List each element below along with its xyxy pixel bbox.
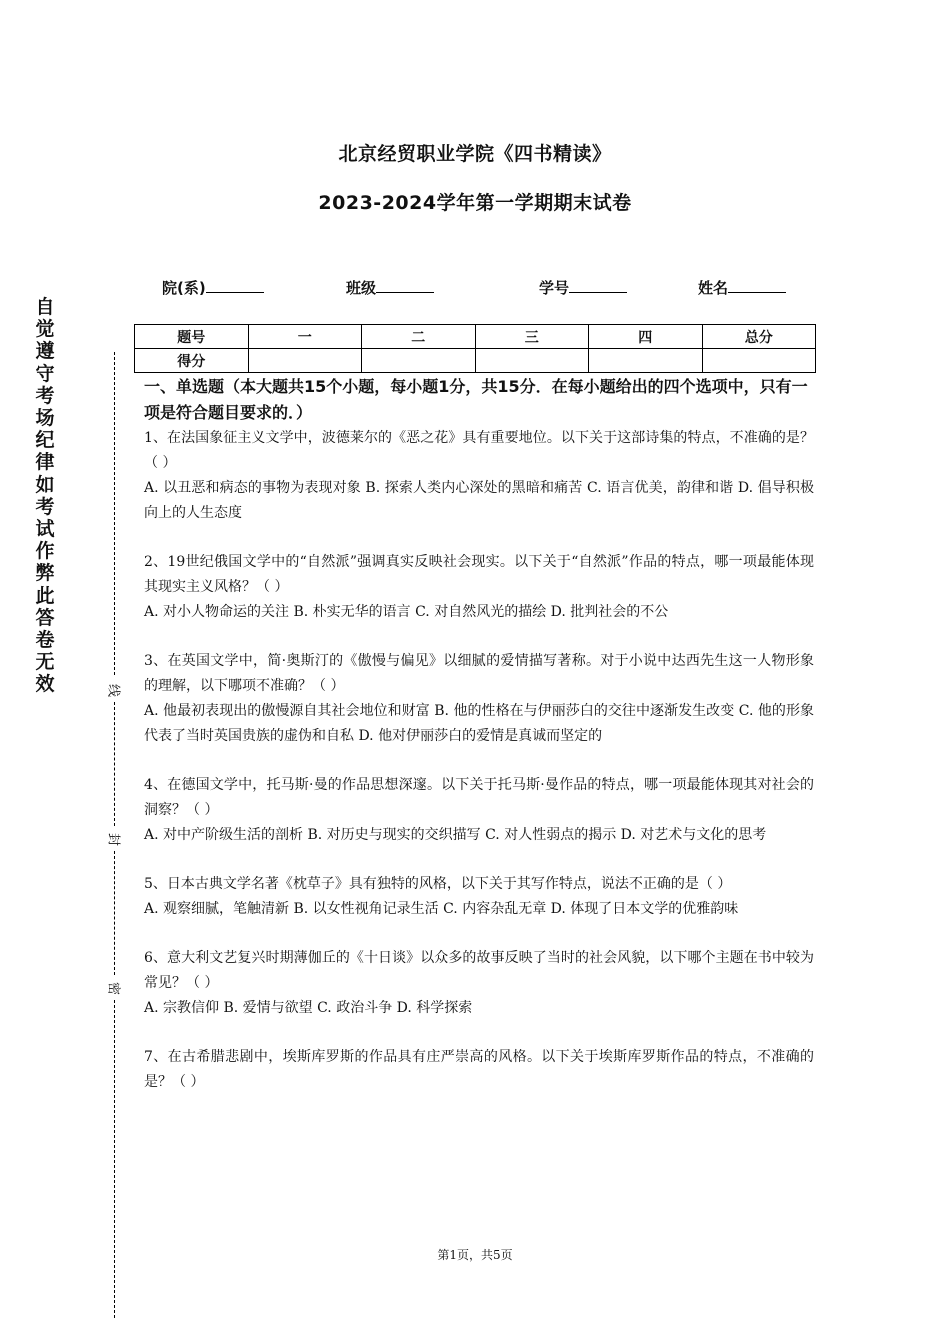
score-cell-1[interactable]	[248, 349, 362, 373]
seal-seal-char: 封	[105, 832, 121, 846]
score-col-3: 三	[475, 325, 589, 349]
page-number: 第1页，共5页	[437, 1248, 513, 1262]
notice-char: 觉	[35, 318, 55, 341]
section-heading: 一、单选题（本大题共15个小题，每小题1分，共15分．在每小题给出的四个选项中，只有一项是符合题目要求的．）	[144, 377, 808, 422]
question-stem: 4、在德国文学中，托马斯·曼的作品思想深邃。以下关于托马斯·曼作品的特点，哪一项最能体现其对社会的洞察？（ ）	[144, 777, 814, 818]
notice-char: 弊	[35, 562, 55, 585]
question-stem: 1、在法国象征主义文学中，波德莱尔的《恶之花》具有重要地位。以下关于这部诗集的特点，不准确的是？（ ）	[144, 430, 814, 471]
score-col-total: 总分	[702, 325, 816, 349]
notice-char: 自	[35, 296, 55, 318]
score-cell-2[interactable]	[362, 349, 476, 373]
question-options[interactable]: A. 对小人物命运的关注 B. 朴实无华的语言 C. 对自然风光的描绘 D. 批判社会的不公	[144, 604, 669, 620]
name-label: 姓名	[698, 279, 729, 297]
exam-title-line2: 2023-2024学年第一学期期末试卷	[318, 192, 632, 214]
score-col-2: 二	[362, 325, 476, 349]
notice-char: 如	[35, 473, 55, 496]
question-options[interactable]: A. 他最初表现出的傲慢源自其社会地位和财富 B. 他的性格在与伊丽莎白的交往中逐渐发生改变 C. 他的形象代表了当时英国贵族的虚伪和自私 D. 他对伊丽莎白的爱情是真诚而坚定的	[144, 703, 814, 744]
question-stem: 3、在英国文学中，简·奥斯汀的《傲慢与偏见》以细腻的爱情描写著称。对于小说中达西先生这一人物形象的理解，以下哪项不准确？（ ）	[144, 653, 814, 694]
question-options[interactable]: A. 宗教信仰 B. 爱情与欲望 C. 政治斗争 D. 科学探索	[144, 1000, 473, 1016]
seal-dashed-line	[114, 851, 115, 975]
seal-dashed-line	[114, 702, 115, 826]
student-info-row	[0, 276, 950, 300]
exam-discipline-notice	[34, 296, 56, 696]
score-cell-4[interactable]	[589, 349, 703, 373]
notice-char: 卷	[35, 629, 55, 652]
score-cell-total[interactable]	[702, 349, 816, 373]
class-label: 班级	[346, 279, 377, 297]
notice-char: 场	[35, 407, 55, 430]
dept-blank[interactable]	[206, 276, 264, 293]
score-header-row	[135, 325, 816, 349]
question-options[interactable]: A. 以丑恶和病态的事物为表现对象 B. 探索人类内心深处的黑暗和痛苦 C. 语言优美，韵律和谐 D. 倡导积极向上的人生态度	[144, 480, 814, 521]
seal-dense-char: 密	[105, 981, 121, 995]
notice-char: 试	[35, 518, 55, 541]
question-options[interactable]: A. 观察细腻，笔触清新 B. 以女性视角记录生活 C. 内容杂乱无章 D. 体现了日本文学的优雅韵味	[144, 901, 739, 917]
seal-dashed-line	[114, 1000, 115, 1318]
name-field[interactable]	[698, 276, 786, 298]
seal-dashed-line	[114, 352, 115, 675]
exam-title-line1: 北京经贸职业学院《四书精读》	[338, 143, 612, 165]
student-id-field[interactable]	[539, 276, 627, 298]
score-table	[134, 324, 816, 373]
notice-char: 律	[35, 451, 55, 474]
notice-char: 考	[35, 384, 55, 407]
question-options[interactable]: A. 对中产阶级生活的剖析 B. 对历史与现实的交织描写 C. 对人性弱点的揭示 D. 对艺术与文化的思考	[144, 827, 767, 843]
question-stem: 6、意大利文艺复兴时期薄伽丘的《十日谈》以众多的故事反映了当时的社会风貌，以下哪个主题在书中较为常见？（ ）	[144, 950, 814, 991]
student-id-label: 学号	[539, 279, 570, 297]
notice-char: 作	[35, 540, 55, 563]
score-header-label: 题号	[135, 325, 249, 349]
notice-char: 考	[35, 495, 55, 518]
question-stem: 2、19世纪俄国文学中的“自然派”强调真实反映社会现实。以下关于“自然派”作品的特点，哪一项最能体现其现实主义风格？（ ）	[144, 554, 814, 595]
notice-char: 答	[35, 606, 55, 629]
question-stem: 5、日本古典文学名著《枕草子》具有独特的风格，以下关于其写作特点，说法不正确的是（ ）	[144, 876, 732, 892]
student-id-blank[interactable]	[569, 276, 627, 293]
score-col-4: 四	[589, 325, 703, 349]
seal-line-char: 线	[105, 683, 121, 697]
question-section	[144, 374, 814, 1095]
dept-field[interactable]	[162, 276, 264, 298]
score-row-label: 得分	[135, 349, 249, 373]
score-cell-3[interactable]	[475, 349, 589, 373]
notice-char: 遵	[35, 340, 55, 363]
notice-char: 纪	[35, 429, 55, 452]
class-blank[interactable]	[376, 276, 434, 293]
score-col-1: 一	[248, 325, 362, 349]
question-stem: 7、在古希腊悲剧中，埃斯库罗斯的作品具有庄严崇高的风格。以下关于埃斯库罗斯作品的特点，不准确的是？（ ）	[144, 1049, 814, 1090]
notice-char: 无	[35, 651, 55, 674]
notice-char: 守	[35, 362, 55, 385]
notice-char: 此	[35, 584, 55, 607]
name-blank[interactable]	[728, 276, 786, 293]
notice-char: 效	[35, 673, 55, 696]
dept-label: 院(系)	[162, 279, 206, 297]
score-value-row	[135, 349, 816, 373]
class-field[interactable]	[346, 276, 434, 298]
